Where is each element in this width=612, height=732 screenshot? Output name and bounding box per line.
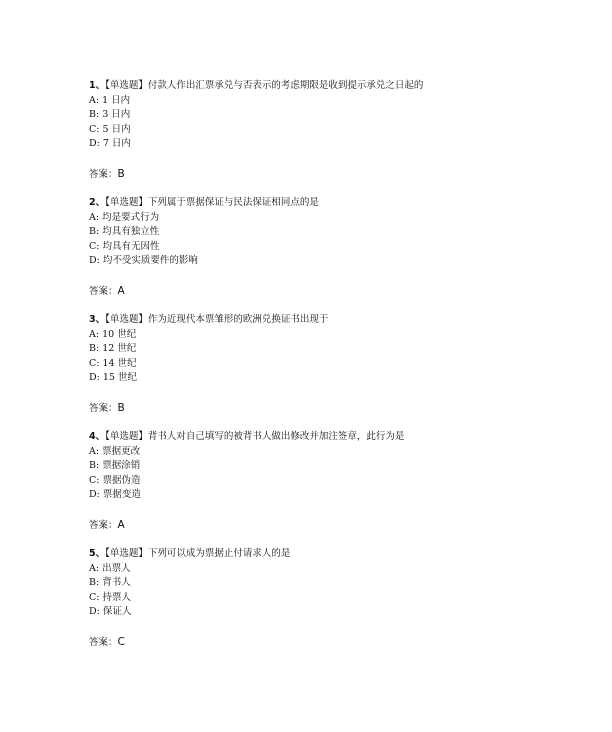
question-header — [89, 430, 569, 445]
option-text: 保证人 — [102, 606, 132, 618]
option — [89, 225, 569, 240]
option-text: 12 世纪 — [102, 343, 137, 355]
answer-label: 答案： — [89, 168, 118, 180]
option — [89, 328, 569, 343]
option — [89, 357, 569, 372]
question-header — [89, 79, 569, 94]
question-number: 2、 — [89, 197, 106, 208]
option — [89, 445, 569, 460]
option-letter: D: — [89, 606, 100, 618]
answer-label: 答案： — [89, 636, 118, 648]
option — [89, 591, 569, 606]
option-letter: C: — [89, 591, 100, 603]
question-stem: 下列可以成为票据止付请求人的是 — [147, 548, 291, 559]
answer — [89, 167, 569, 182]
answer-label: 答案： — [89, 402, 118, 414]
question-number: 1、 — [89, 80, 106, 91]
answer-value: B — [117, 401, 125, 414]
question-block — [89, 430, 569, 532]
option-text: 均具有独立性 — [102, 226, 160, 238]
option — [89, 123, 569, 138]
question-type: 【单选题】 — [105, 197, 148, 208]
option-text: 出票人 — [102, 562, 131, 574]
option-letter: A: — [89, 328, 100, 340]
option — [89, 488, 569, 503]
option — [89, 94, 569, 109]
option-letter: B: — [89, 343, 100, 355]
question-stem: 付款人作出汇票承兑与否表示的考虑期限是收到提示承兑之日起的 — [147, 80, 424, 91]
option — [89, 459, 569, 474]
question-type: 【单选题】 — [105, 80, 148, 91]
option-text: 票据伪造 — [102, 474, 141, 486]
question-header — [89, 196, 569, 211]
question-type: 【单选题】 — [105, 314, 148, 325]
question-block — [89, 313, 569, 415]
option — [89, 254, 569, 269]
option-text: 票据涂销 — [102, 460, 141, 472]
option — [89, 562, 569, 577]
option — [89, 605, 569, 620]
question-type: 【单选题】 — [105, 431, 148, 442]
answer — [89, 401, 569, 416]
option-text: 14 世纪 — [102, 357, 137, 369]
option-letter: D: — [89, 372, 100, 384]
option — [89, 474, 569, 489]
option-letter: D: — [89, 138, 100, 150]
answer-value: B — [117, 167, 125, 180]
option-letter: A: — [89, 94, 100, 106]
option-text: 10 世纪 — [102, 328, 137, 340]
answer-label: 答案： — [89, 285, 118, 297]
option-letter: C: — [89, 357, 100, 369]
question-block — [89, 547, 569, 649]
question-stem: 作为近现代本票雏形的欧洲兑换证书出现于 — [147, 314, 329, 325]
option — [89, 371, 569, 386]
question-number: 5、 — [89, 548, 106, 559]
option-letter: B: — [89, 226, 100, 238]
answer — [89, 635, 569, 650]
question-stem: 背书人对自己填写的被背书人做出修改并加注签章，此行为是 — [147, 431, 405, 442]
answer-value: C — [117, 635, 125, 648]
option — [89, 137, 569, 152]
option — [89, 240, 569, 255]
option-letter: C: — [89, 240, 100, 252]
option-text: 均不受实质要件的影响 — [102, 255, 198, 267]
option-letter: D: — [89, 489, 100, 501]
option-letter: B: — [89, 109, 100, 121]
option — [89, 576, 569, 591]
question-block — [89, 79, 569, 181]
option-text: 1 日内 — [102, 94, 131, 106]
option-letter: C: — [89, 123, 100, 135]
question-number: 3、 — [89, 314, 106, 325]
answer — [89, 284, 569, 299]
option-text: 3 日内 — [102, 109, 131, 121]
option-letter: A: — [89, 445, 100, 457]
option — [89, 342, 569, 357]
answer — [89, 518, 569, 533]
answer-value: A — [117, 284, 125, 297]
option-text: 背书人 — [102, 577, 131, 589]
option-letter: B: — [89, 460, 100, 472]
question-header — [89, 547, 569, 562]
answer-value: A — [117, 518, 125, 531]
option-text: 均具有无因性 — [102, 240, 160, 252]
option — [89, 211, 569, 226]
question-type: 【单选题】 — [105, 548, 148, 559]
question-stem: 下列属于票据保证与民法保证相同点的是 — [147, 197, 319, 208]
question-block — [89, 196, 569, 298]
option-letter: B: — [89, 577, 100, 589]
option-text: 票据更改 — [102, 445, 141, 457]
option-text: 均是要式行为 — [102, 211, 160, 223]
option-text: 5 日内 — [102, 123, 131, 135]
option-letter: A: — [89, 562, 100, 574]
question-header — [89, 313, 569, 328]
option-letter: D: — [89, 255, 100, 267]
option-text: 15 世纪 — [102, 372, 137, 384]
option-text: 持票人 — [102, 591, 132, 603]
option-letter: A: — [89, 211, 100, 223]
option-text: 票据变造 — [102, 489, 141, 501]
option-text: 7 日内 — [102, 138, 131, 150]
answer-label: 答案： — [89, 519, 118, 531]
option — [89, 108, 569, 123]
question-number: 4、 — [89, 431, 106, 442]
option-letter: C: — [89, 474, 100, 486]
